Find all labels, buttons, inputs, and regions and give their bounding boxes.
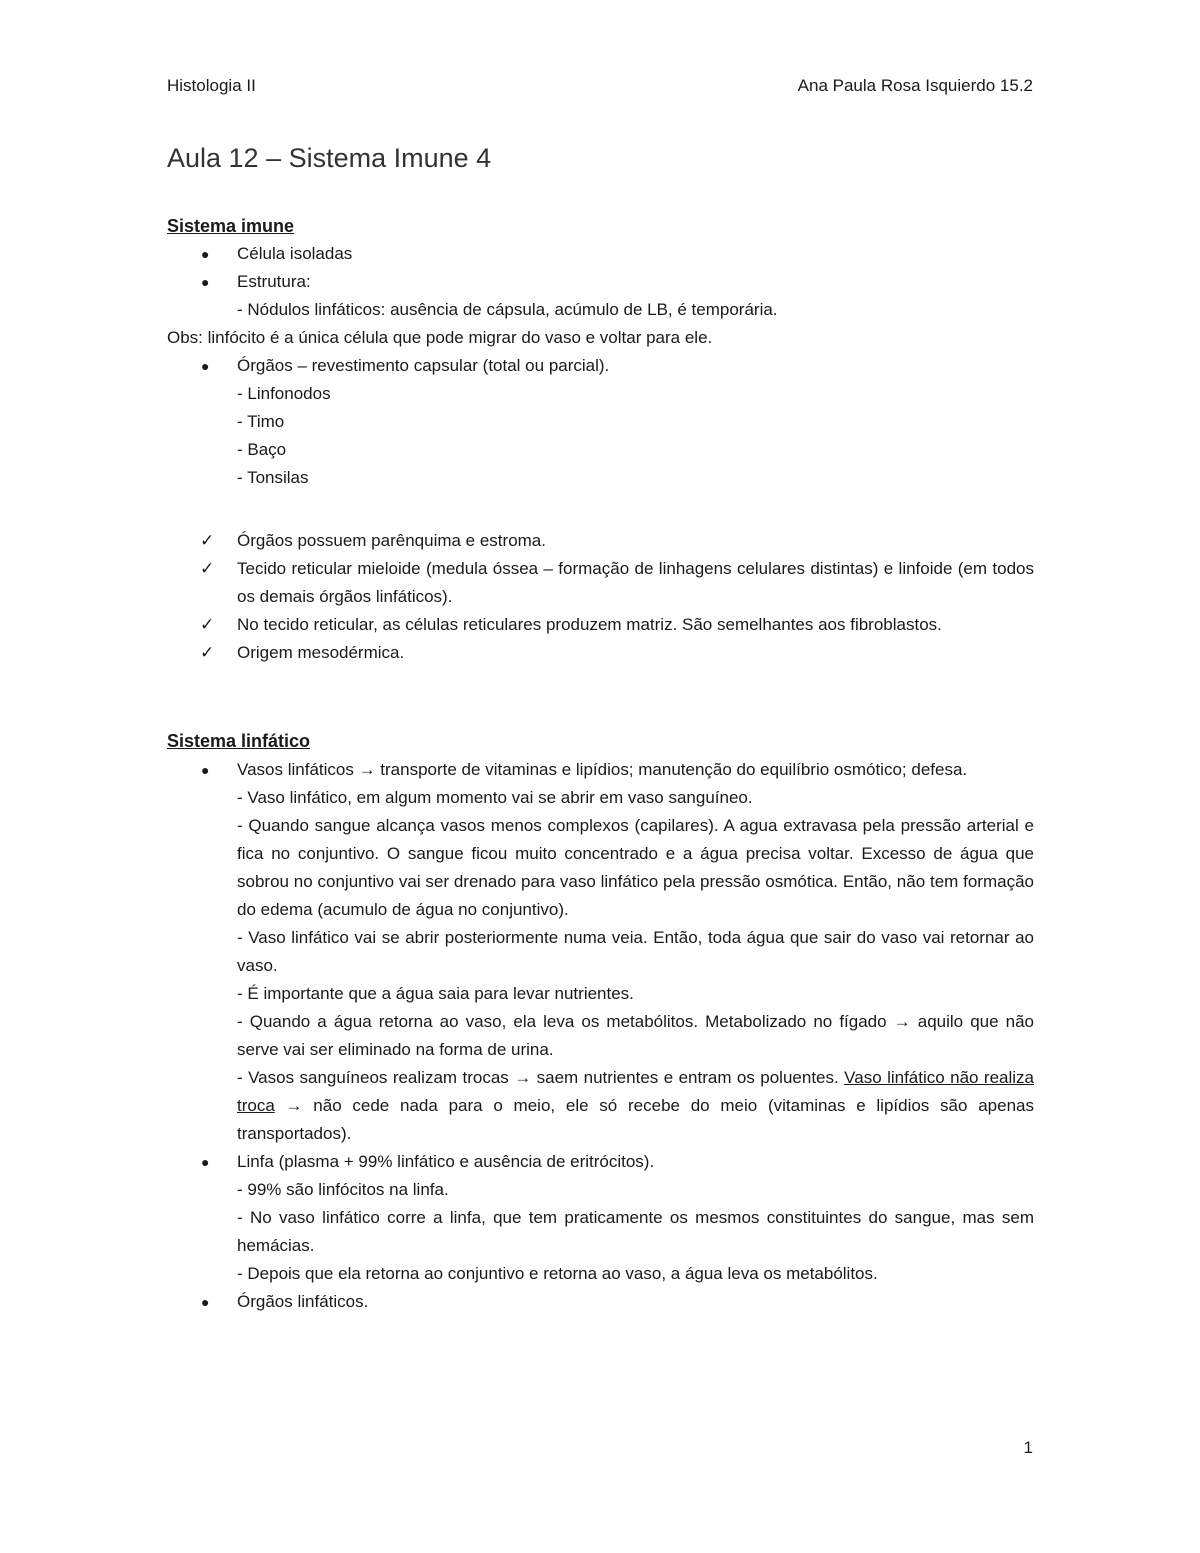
list-subitem: - 99% são linfócitos na linfa. (237, 1180, 449, 1199)
header-author: Ana Paula Rosa Isquierdo 15.2 (797, 76, 1033, 95)
page-title: Aula 12 – Sistema Imune 4 (167, 143, 492, 173)
list-subitem: - É importante que a água saia para levar nutrientes. (237, 984, 634, 1003)
bullet-icon: ● (201, 762, 210, 778)
checkmark-icon: ✓ (200, 531, 215, 550)
page-number: 1 (1023, 1438, 1033, 1457)
page-header (167, 72, 1033, 100)
list-subitem: - No vaso linfático corre a linfa, que tem praticamente os mesmos constituintes do sangue, mas sem hemácias. (237, 1208, 1034, 1255)
underlined-text: Vaso linfático não realiza troca (237, 1068, 1034, 1115)
list-subitem: - Vasos sanguíneos realizam trocas → saem nutrientes e entram os poluentes. Vaso linfático não realiza troca → não cede nada para o meio, ele só recebe do meio (vitaminas e lipídios são apenas transportados). (237, 1068, 1034, 1143)
list-subitem: - Tonsilas (237, 468, 309, 487)
bullet-icon: ● (201, 358, 210, 374)
list-item: ● Estrutura: (167, 268, 1034, 296)
list-item: ● Órgãos – revestimento capsular (total ou parcial). (167, 352, 1034, 380)
list-subitem: - Nódulos linfáticos: ausência de cápsula, acúmulo de LB, é temporária. (237, 300, 778, 319)
list-subitem: - Linfonodos (237, 384, 331, 403)
section-heading-sistema-linfatico: Sistema linfático (167, 731, 311, 751)
header-course: Histologia II (167, 76, 256, 95)
list-subitem: - Quando sangue alcança vasos menos complexos (capilares). A agua extravasa pela pressão arterial e fica no conjuntivo. O sangue ficou muito concentrado e a água precisa voltar. Excesso de água que sobrou no conjuntivo vai ser drenado para vaso linfático pela pressão osmótica. Então, não tem formação do edema (acumulo de água no conjuntivo). (237, 816, 1034, 919)
list-item: ● Linfa (plasma + 99% linfático e ausência de eritrócitos). (167, 1148, 1034, 1176)
bullet-icon: ● (201, 1294, 210, 1310)
list-subitem: - Quando a água retorna ao vaso, ela leva os metabólitos. Metabolizado no fígado → aquilo que não serve vai ser eliminado na forma de urina. (237, 1012, 1034, 1059)
list-subitem: - Timo (237, 412, 285, 431)
list-item: ● Vasos linfáticos → transporte de vitaminas e lipídios; manutenção do equilíbrio osmótico; defesa. (167, 756, 1034, 784)
check-item: ✓ Tecido reticular mieloide (medula óssea – formação de linhagens celulares distintas) e linfoide (em todos os demais órgãos linfáticos). (167, 555, 1034, 611)
obs-note: Obs: linfócito é a única célula que pode migrar do vaso e voltar para ele. (167, 328, 713, 347)
section-sistema-linfatico (167, 756, 1034, 1316)
list-item: ● Célula isoladas (167, 240, 1034, 268)
checkmark-icon: ✓ (200, 615, 215, 634)
list-item: ● Órgãos linfáticos. (167, 1288, 1034, 1316)
list-subitem: - Baço (237, 440, 287, 459)
check-item: ✓ Órgãos possuem parênquima e estroma. (167, 527, 1034, 555)
checkmark-icon: ✓ (200, 559, 215, 578)
check-item: ✓ Origem mesodérmica. (167, 639, 1034, 667)
section-heading-sistema-imune: Sistema imune (167, 216, 295, 236)
list-subitem: - Depois que ela retorna ao conjuntivo e retorna ao vaso, a água leva os metabólitos. (237, 1264, 878, 1283)
section-sistema-imune (167, 240, 1034, 492)
check-item: ✓ No tecido reticular, as células reticulares produzem matriz. São semelhantes aos fibroblastos. (167, 611, 1034, 639)
list-subitem: - Vaso linfático vai se abrir posteriormente numa veia. Então, toda água que sair do vaso vai retornar ao vaso. (237, 928, 1034, 975)
list-subitem: - Vaso linfático, em algum momento vai se abrir em vaso sanguíneo. (237, 788, 753, 807)
bullet-icon: ● (201, 274, 210, 290)
checkmark-icon: ✓ (200, 643, 215, 662)
checklist (167, 527, 1034, 667)
bullet-icon: ● (201, 246, 210, 262)
bullet-icon: ● (201, 1154, 210, 1170)
